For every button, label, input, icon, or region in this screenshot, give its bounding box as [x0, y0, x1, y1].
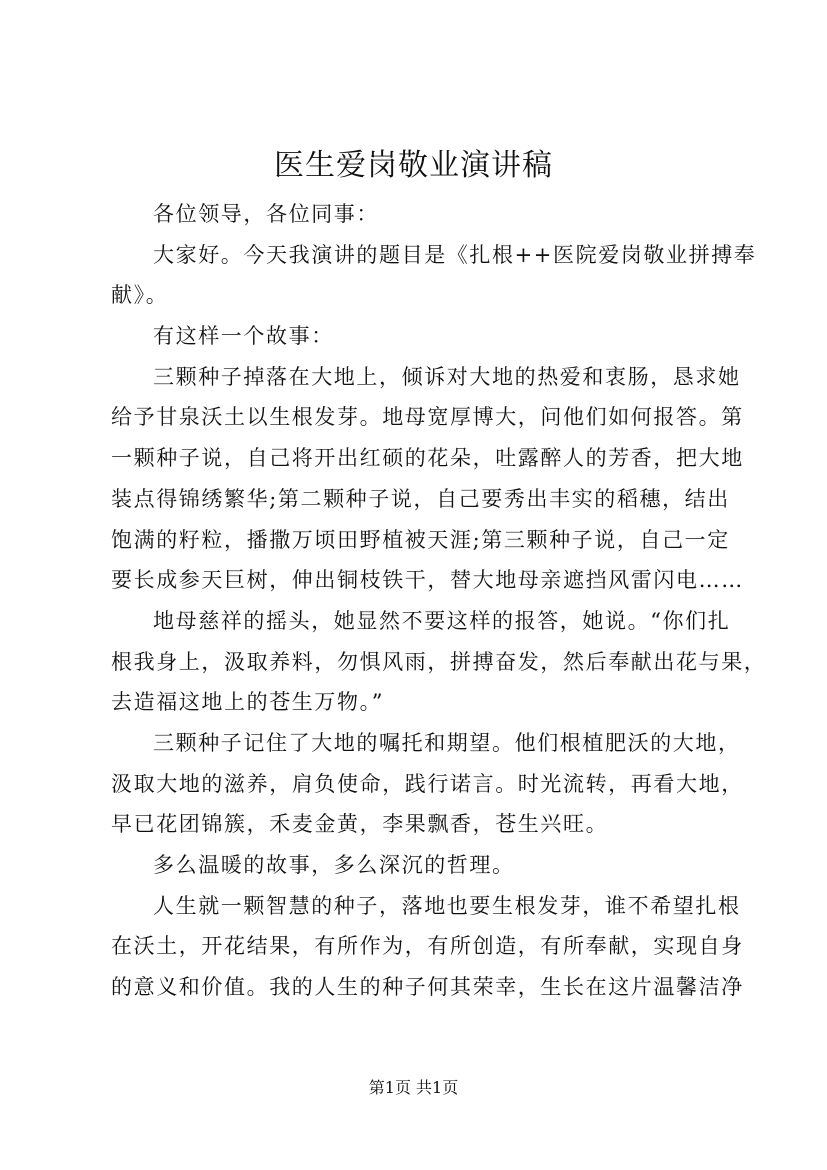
page-footer: 第1页 共1页 — [368, 1078, 459, 1097]
document-body — [111, 194, 767, 1008]
text-line: 汲取大地的滋养，肩负使命，践行诺言。时光流转，再看大地， — [111, 771, 744, 796]
text-line: 人生就一颗智慧的种子，落地也要生根发芽，谁不希望扎根 — [153, 893, 741, 918]
text-line: 三颗种子掉落在大地上，倾诉对大地的热爱和衷肠，恳求她 — [153, 364, 741, 389]
text-line: 根我身上，汲取养料，勿惧风雨，拼搏奋发，然后奉献出花与果， — [111, 649, 767, 674]
text-line: 一颗种子说，自己将开出红硕的花朵，吐露醉人的芳香，把大地 — [111, 446, 744, 471]
text-line: 有这样一个故事： — [153, 324, 334, 349]
text-line: 在沃土，开花结果，有所作为，有所创造，有所奉献，实现自身 — [111, 934, 744, 959]
text-line: 地母慈祥的摇头，她显然不要这样的报答，她说。“你们扎 — [153, 608, 731, 633]
text-line: 要长成参天巨树，伸出铜枝铁干，替大地母亲遮挡风雷闪电…… — [111, 568, 744, 593]
text-line: 各位领导，各位同事： — [153, 202, 379, 226]
text-line: 装点得锦绣繁华;第二颗种子说，自己要秀出丰实的稻穗，结出 — [111, 486, 730, 511]
text-line: 大家好。今天我演讲的题目是《扎根++医院爱岗敬业拼搏奉 — [153, 242, 757, 267]
text-line: 饱满的籽粒，播撒万顷田野植被天涯;第三颗种子说，自己一定 — [111, 527, 730, 552]
text-line: 给予甘泉沃土以生根发芽。地母宽厚博大，问他们如何报答。第 — [111, 405, 744, 430]
text-line: 早已花团锦簇，禾麦金黄，李果飘香，苍生兴旺。 — [111, 812, 609, 837]
text-line: 多么温暖的故事，多么深沉的哲理。 — [153, 853, 515, 877]
text-line: 的意义和价值。我的人生的种子何其荣幸，生长在这片温馨洁净 — [111, 975, 744, 1000]
document-title: 医生爱岗敬业演讲稿 — [274, 148, 553, 183]
text-line: 三颗种子记住了大地的嘱托和期望。他们根植肥沃的大地， — [153, 730, 741, 755]
text-line: 去造福这地上的苍生万物。” — [111, 690, 385, 715]
text-line: 献》。 — [111, 283, 169, 308]
